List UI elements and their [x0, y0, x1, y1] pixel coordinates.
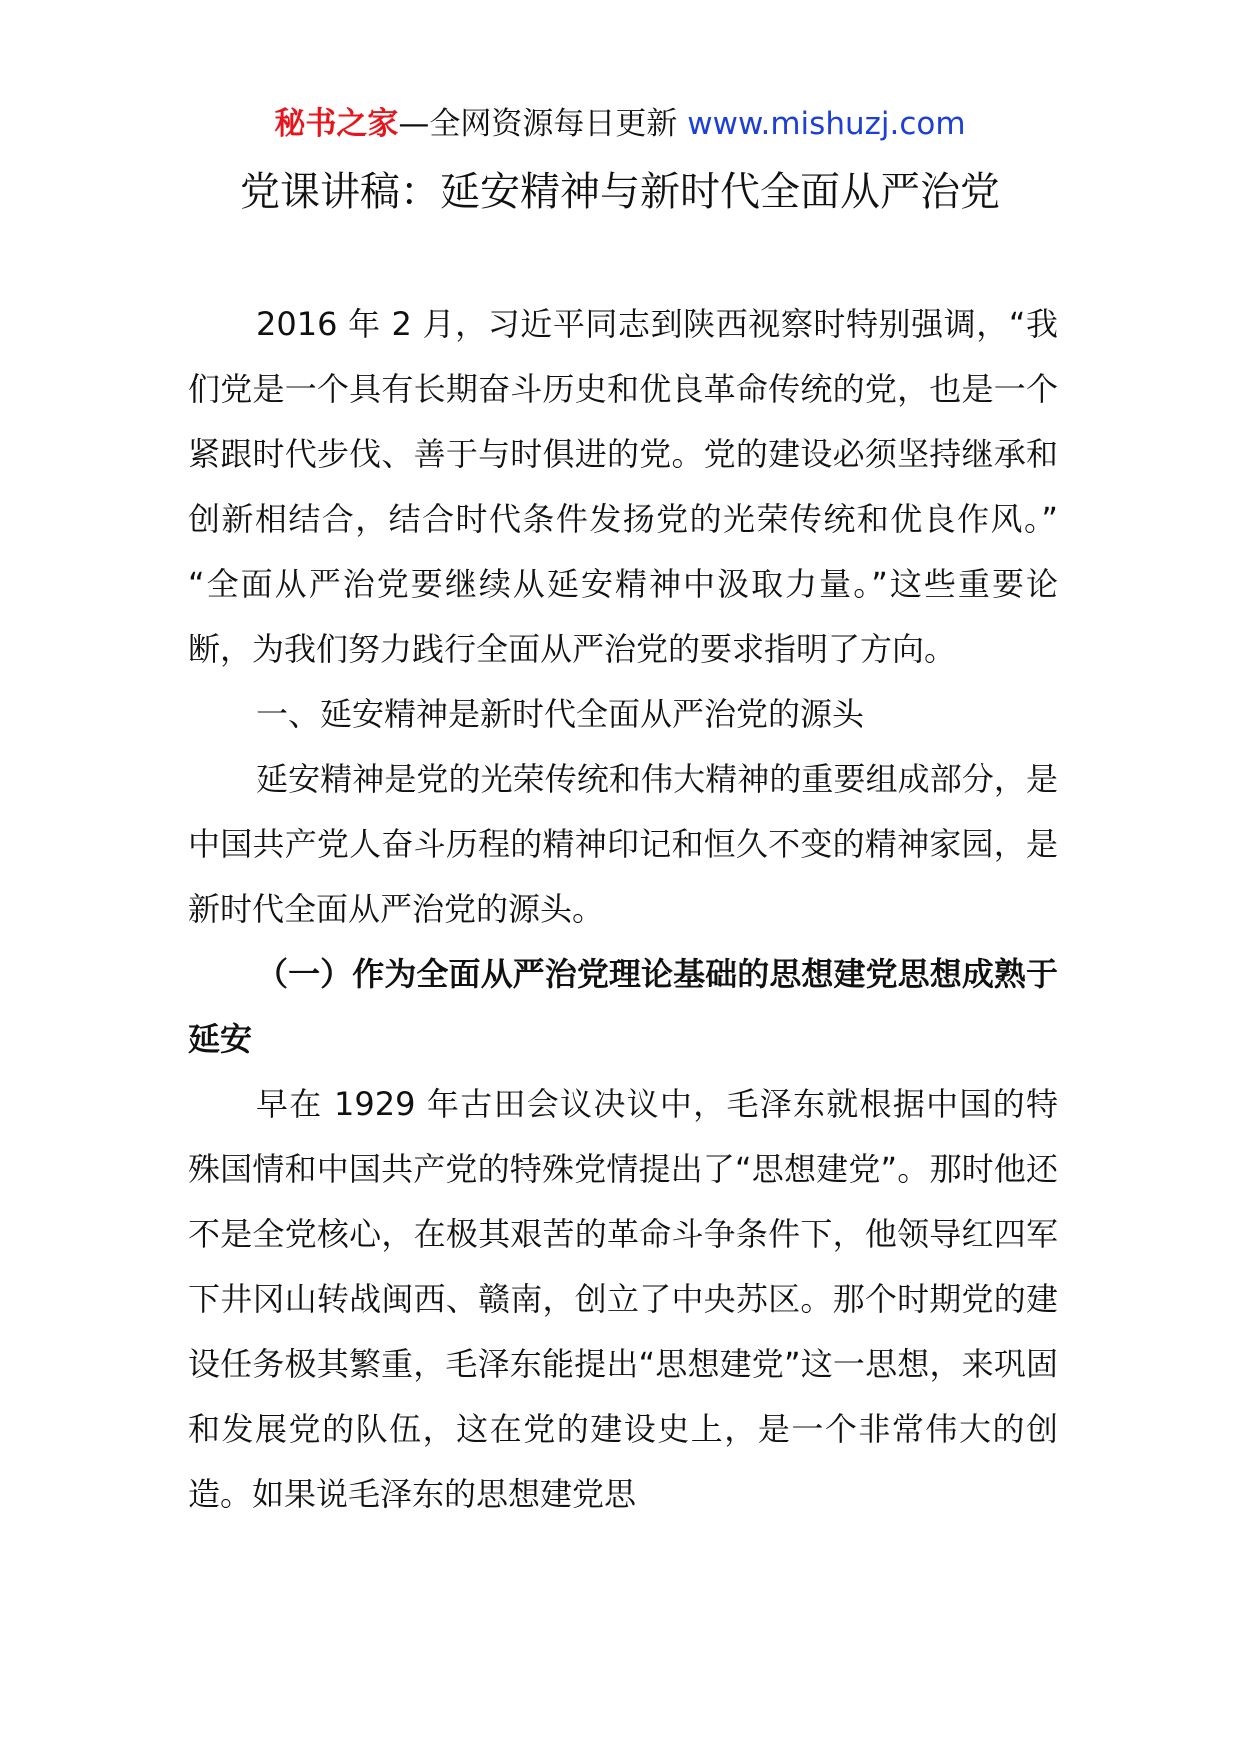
- paragraph-gutian: 早在 1929 年古田会议决议中，毛泽东就根据中国的特殊国情和中国共产党的特殊党情提出了“思想建党”。那时他还不是全党核心，在极其艰苦的革命斗争条件下，他领导红四军下井冈山转战闽西、赣南，创立了中央苏区。那个时期党的建设任务极其繁重，毛泽东能提出“思想建党”这一思想，来巩固和发展党的队伍，这在党的建设史上，是一个非常伟大的创造。如果说毛泽东的思想建党思: [188, 1085, 1058, 1513]
- site-url-link[interactable]: www.mishuzj.com: [687, 106, 966, 142]
- paragraph-yanan-spirit: 延安精神是党的光荣传统和伟大精神的重要组成部分，是中国共产党人奋斗历程的精神印记和恒久不变的精神家园，是新时代全面从严治党的源头。: [188, 760, 1058, 928]
- paragraph-intro: 2016 年 2 月，习近平同志到陕西视察时特别强调，“我们党是一个具有长期奋斗历史和优良革命传统的党，也是一个紧跟时代步伐、善于与时俱进的党。党的建设必须坚持继承和创新相结合，结合时代条件发扬党的光荣传统和优良作风。” “全面从严治党要继续从延安精神中汲取力量。”这些重要论断，为我们努力践行全面从严治党的要求指明了方向。: [188, 305, 1058, 668]
- brand-name: 秘书之家: [274, 106, 399, 142]
- section-heading-1: 一、延安精神是新时代全面从严治党的源头: [256, 695, 865, 733]
- document-body: [188, 292, 1058, 1527]
- header-slogan: —全网资源每日更新: [398, 106, 678, 142]
- subsection-heading-1: （一）作为全面从严治党理论基础的思想建党思想成熟于延安: [188, 955, 1058, 1058]
- site-header: [0, 104, 1240, 144]
- document-title: 党课讲稿：延安精神与新时代全面从严治党: [240, 169, 1000, 215]
